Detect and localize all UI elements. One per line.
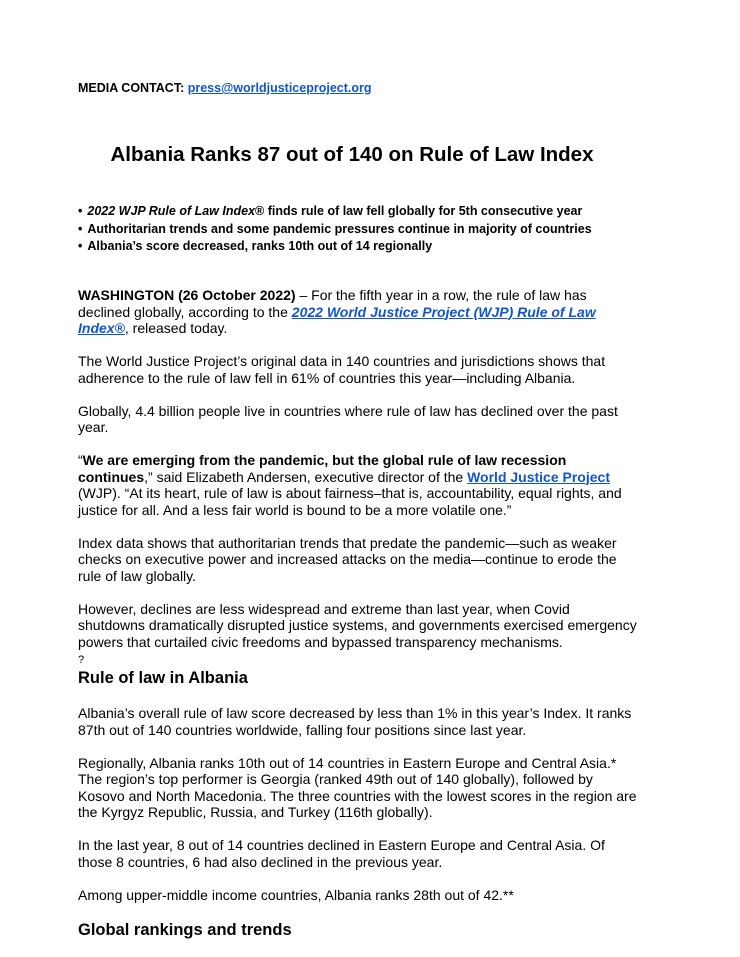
highlight-item: • Albania’s score decreased, ranks 10th out of 14 regionally — [78, 238, 592, 256]
paragraph: In the last year, 8 out of 14 countries declined in Eastern Europe and Central Asia. Of those 8 countries, 6 had also declined in the previous year. — [78, 837, 605, 870]
highlight-item: • Authoritarian trends and some pandemic pressures continue in majority of countries — [78, 221, 592, 239]
highlight-italic: 2022 WJP Rule of Law Index — [87, 204, 256, 218]
highlights-list — [78, 203, 592, 256]
media-contact — [78, 81, 372, 95]
missing-glyph: ? — [78, 654, 85, 666]
paragraph: Albania’s overall rule of law score decreased by less than 1% in this year’s Index. It ranks 87th out of 140 countries worldwide, falling four positions since last year. — [78, 705, 632, 738]
paragraph: “We are emerging from the pandemic, but the global rule of law recession continues,” said Elizabeth Andersen, executive director of the World Justice Project (WJP). “At its heart, rule of law is about fairness–that is, accountability, equal rights, and justice for all. And a less fair world is bound to be a more volatile one.” — [78, 452, 622, 518]
paragraph: Globally, 4.4 billion people live in countries where rule of law has declined over the past year. — [78, 402, 618, 435]
highlight-item: • 2022 WJP Rule of Law Index® finds rule of law fell globally for 5th consecutive year — [78, 203, 592, 221]
paragraph: Among upper-middle income countries, Albania ranks 28th out of 42.** — [78, 886, 514, 903]
section-heading-global: Global rankings and trends — [78, 920, 292, 939]
paragraph: Regionally, Albania ranks 10th out of 14 countries in Eastern Europe and Central Asia.* The region’s top performer is Georgia (ranked 49th out of 140 globally), followed by Kosovo and North Macedonia. The three countries with the lowest scores in the region are the Kyrgyz Republic, Russia, and Turkey (116th globally). — [78, 754, 637, 820]
index-report-link[interactable]: 2022 World Justice Project (WJP) Rule of Law Index® — [78, 303, 596, 336]
media-contact-label: MEDIA CONTACT: — [78, 81, 185, 95]
press-email-link[interactable]: press@worldjusticeproject.org — [187, 81, 372, 95]
paragraph: Index data shows that authoritarian trends that predate the pandemic—such as weaker checks on executive power and increased attacks on the media—continue to erode the rule of law globally. — [78, 534, 617, 584]
article-body — [78, 287, 640, 957]
wjp-link[interactable]: World Justice Project — [467, 468, 610, 485]
paragraph: WASHINGTON (26 October 2022) – For the fifth year in a row, the rule of law has declined globally, according to the 2022 World Justice Project (WJP) Rule of Law Index®, released today. — [78, 287, 596, 336]
page-title: Albania Ranks 87 out of 140 on Rule of Law Index — [110, 143, 594, 166]
paragraph: The World Justice Project’s original data in 140 countries and jurisdictions shows that adherence to the rule of law fell in 61% of countries this year—including Albania. — [78, 353, 606, 386]
paragraph: However, declines are less widespread and extreme than last year, when Covid shutdowns dramatically disrupted justice systems, and governments exercised emergency powers that curtailed civic freedoms and bypassed transparency mechanisms. ? — [78, 600, 637, 666]
section-heading-albania: Rule of law in Albania — [78, 669, 248, 687]
